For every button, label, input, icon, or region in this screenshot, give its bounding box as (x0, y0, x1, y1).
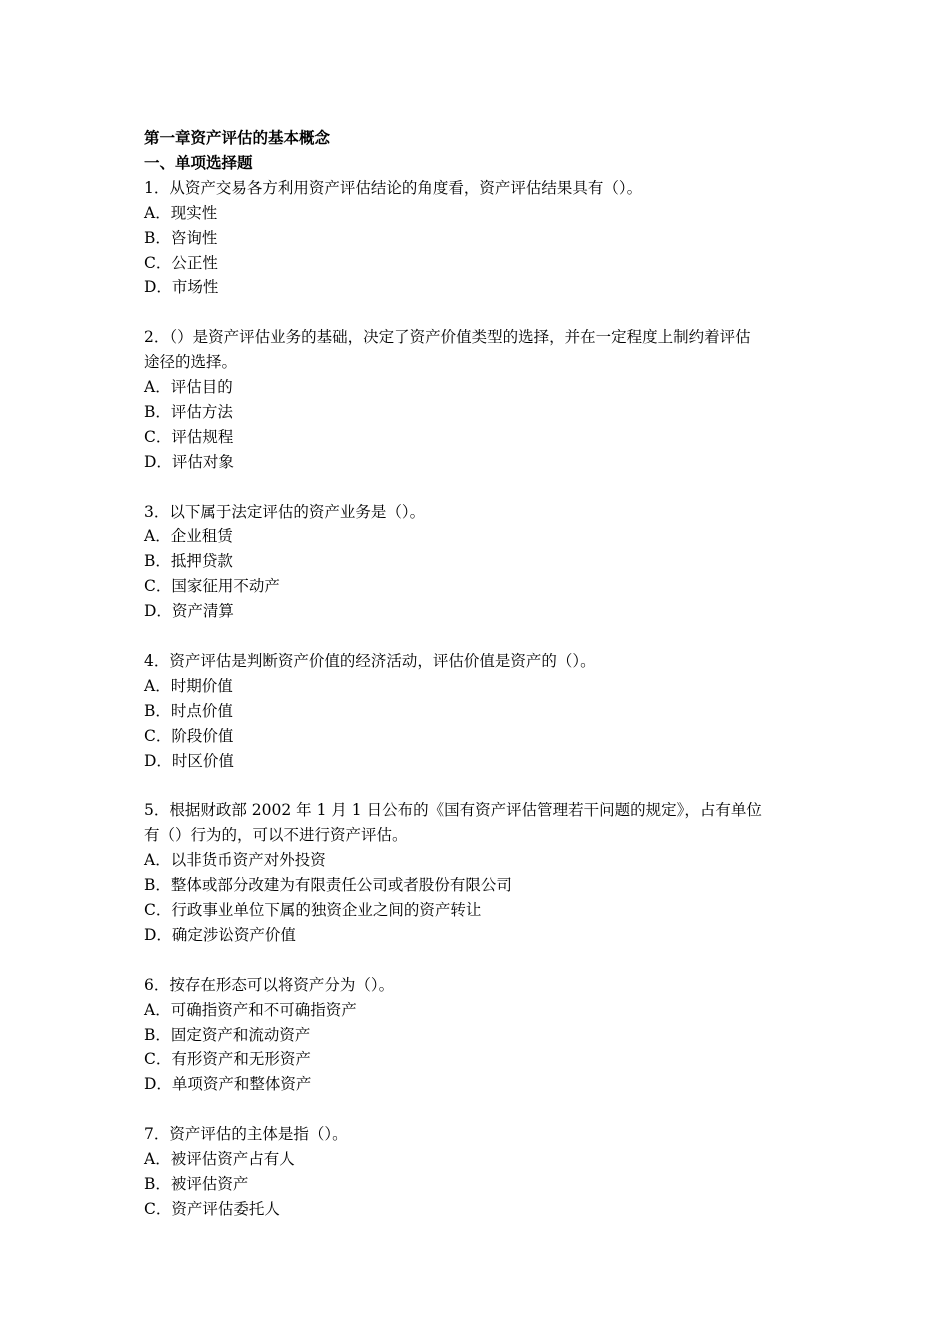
document-page (144, 126, 824, 1222)
option-b: B．时点价值 (144, 701, 233, 720)
question-5 (144, 798, 824, 947)
option-b: B．评估方法 (144, 402, 233, 421)
question-7 (144, 1122, 824, 1222)
option-a: A．评估目的 (144, 378, 233, 397)
option-d: D．单项资产和整体资产 (144, 1075, 312, 1094)
spacer (144, 1097, 824, 1122)
spacer (144, 475, 824, 500)
chapter-title: 第一章资产评估的基本概念 (144, 128, 331, 147)
spacer (144, 300, 824, 325)
question-stem: 6．按存在形态可以将资产分为（）。 (144, 975, 395, 994)
option-a: A．可确指资产和不可确指资产 (144, 1000, 357, 1019)
spacer (144, 624, 824, 649)
option-b: B．整体或部分改建为有限责任公司或者股份有限公司 (144, 876, 512, 895)
option-d: D．评估对象 (144, 452, 234, 471)
option-c: C．资产评估委托人 (144, 1199, 280, 1218)
option-d: D．确定涉讼资产价值 (144, 925, 296, 944)
option-c: C．评估规程 (144, 427, 234, 446)
section-title: 一、单项选择题 (144, 152, 253, 172)
option-a: A．企业租赁 (144, 527, 233, 546)
option-b: B．咨询性 (144, 228, 218, 247)
question-stem-line2: 有（）行为的，可以不进行资产评估。 (144, 826, 408, 845)
question-3 (144, 500, 824, 625)
option-d: D．时区价值 (144, 751, 234, 770)
question-stem-line1: 2．（）是资产评估业务的基础，决定了资产价值类型的选择，并在一定程度上制约着评估 (144, 328, 751, 347)
option-c: C．行政事业单位下属的独资企业之间的资产转让 (144, 901, 482, 920)
question-stem-line1: 5．根据财政部 2002 年 1 月 1 日公布的《国有资产评估管理若干问题的规定》，占有单位 (144, 801, 762, 820)
question-1 (144, 176, 824, 301)
question-stem: 1．从资产交易各方利用资产评估结论的角度看，资产评估结果具有（）。 (144, 178, 643, 197)
option-c: C．有形资产和无形资产 (144, 1050, 311, 1069)
option-a: A．时期价值 (144, 676, 233, 695)
option-b: B．固定资产和流动资产 (144, 1025, 311, 1044)
question-stem: 3．以下属于法定评估的资产业务是（）。 (144, 502, 426, 521)
spacer (144, 948, 824, 973)
option-b: B．抵押贷款 (144, 552, 233, 571)
option-d: D．市场性 (144, 278, 219, 297)
option-c: C．公正性 (144, 253, 218, 272)
option-a: A．现实性 (144, 203, 218, 222)
question-stem: 4．资产评估是判断资产价值的经济活动，评估价值是资产的（）。 (144, 651, 596, 670)
question-6 (144, 973, 824, 1098)
option-a: A．以非货币资产对外投资 (144, 851, 326, 870)
question-2 (144, 325, 824, 474)
question-stem-line2: 途径的选择。 (144, 353, 238, 372)
option-a: A．被评估资产占有人 (144, 1150, 295, 1169)
option-c: C．阶段价值 (144, 726, 234, 745)
question-4 (144, 649, 824, 774)
option-c: C．国家征用不动产 (144, 577, 280, 596)
option-b: B．被评估资产 (144, 1174, 249, 1193)
question-stem: 7．资产评估的主体是指（）。 (144, 1125, 348, 1144)
option-d: D．资产清算 (144, 602, 234, 621)
spacer (144, 774, 824, 799)
